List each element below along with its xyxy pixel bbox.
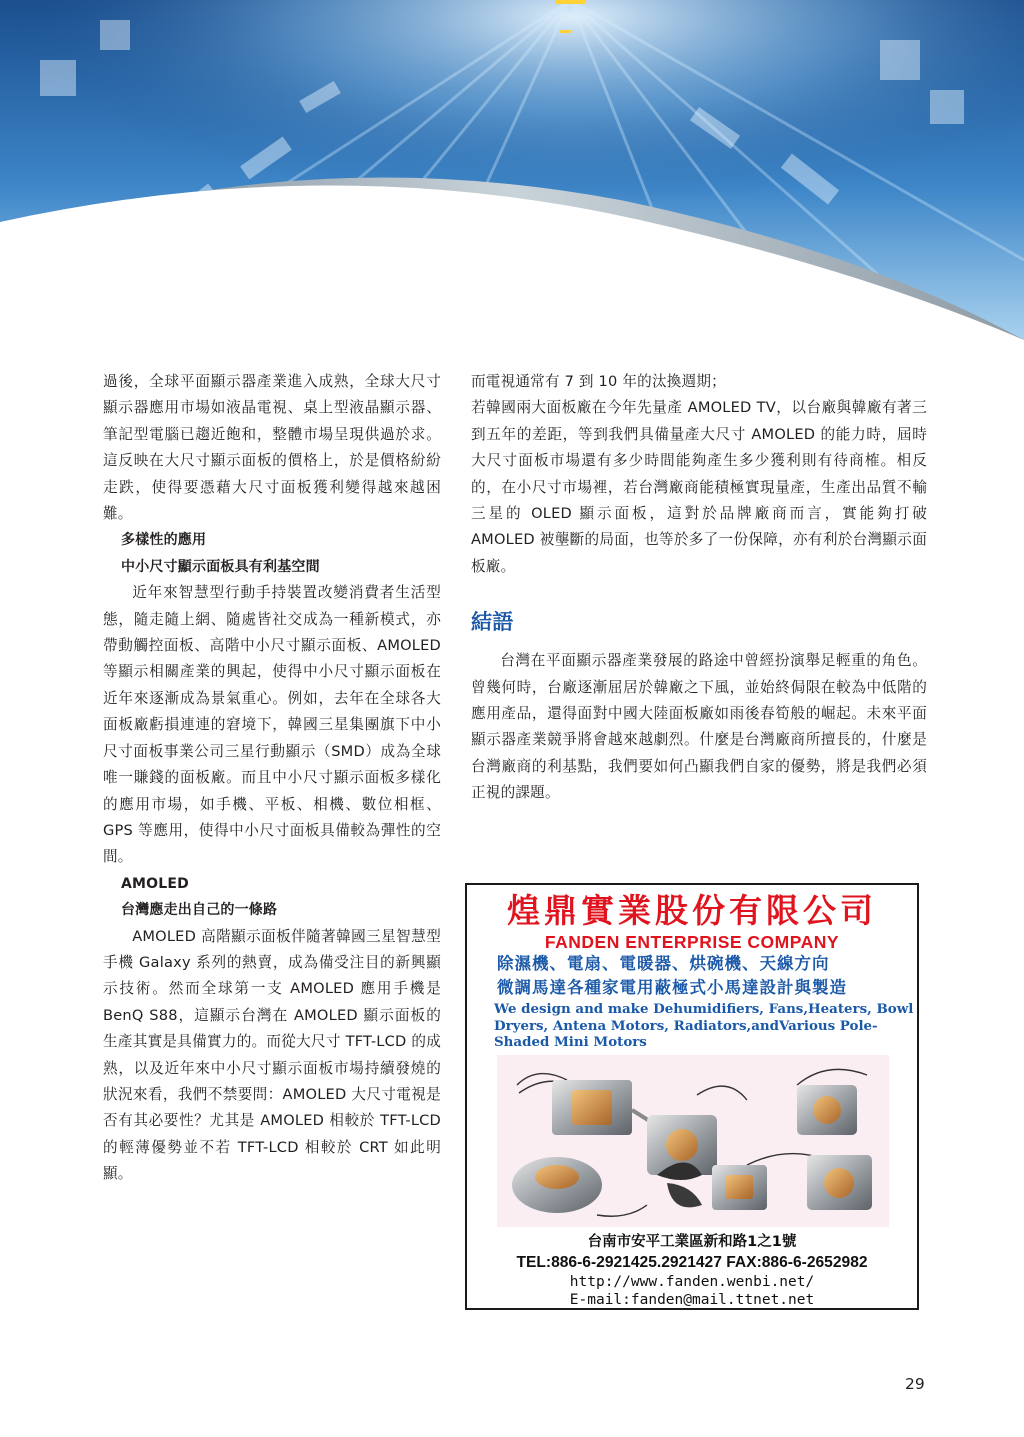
conclusion-heading: 結語 [471, 610, 514, 635]
subheading-taiwan-path: 台灣應走出自己的一條路 [121, 902, 278, 919]
right-paragraph-3: 台灣在平面顯示器產業發展的路途中曾經扮演舉足輕重的角色。曾幾何時，台廠逐漸屈居於韓廠之下風，並始終侷限在較為中低階的應用產品，還得面對中國大陸面板廠如雨後春筍般的崛起。未來平面顯示器產業競爭將會越來越劇烈。什麼是台灣廠商所擅長的，什麼是台灣廠商的利基點，我們要如何凸顯我們自家的優勢，將是我們必須正視的課題。 [471, 652, 927, 802]
header-banner [0, 0, 1024, 340]
page-number: 29 [905, 1375, 925, 1393]
left-column [103, 369, 441, 1188]
ad-products-zh-1: 除濕機、電扇、電暖器、烘碗機、天線方向 [497, 954, 830, 973]
motors-illustration [497, 1055, 889, 1227]
left-paragraph-2: 近年來智慧型行動手持裝置改變消費者生活型態，隨走隨上網、隨處皆社交成為一種新模式，亦帶動觸控面板、高階中小尺寸顯示面板、AMOLED 等顯示相關產業的興起，使得中小尺寸顯示面板在近年來逐漸成為景氣重心。例如，去年在全球各大面板廠虧損連連的窘境下，韓國三星集團旗下中小尺寸面板事業公司三星行動顯示（SMD）成為全球唯一賺錢的面板廠。而且中小尺寸顯示面板多樣化的應用市場，如手機、平板、相機、數位相框、GPS 等應用，使得中小尺寸面板具備較為彈性的空間。 [103, 584, 441, 866]
subheading-amoled: AMOLED [121, 875, 189, 892]
left-paragraph-1: 過後，全球平面顯示器產業進入成熟，全球大尺寸顯示器應用市場如液晶電視、桌上型液晶顯示器、筆記型電腦已趨近飽和，整體市場呈現供過於求。這反映在大尺寸顯示面板的價格上，於是價格紛紛走跌，使得要憑藉大尺寸面板獲利變得越來越困難。 [103, 373, 441, 523]
fanden-advertisement [465, 883, 919, 1310]
left-paragraph-3: AMOLED 高階顯示面板伴隨著韓國三星智慧型手機 Galaxy 系列的熱賣，成為備受注目的新興顯示技術。然而全球第一支 AMOLED 應用手機是 BenQ S88，這顯示台灣在 AMOLED 顯示面板的生產其實是具備實力的。而從大尺寸 TFT-LCD 的成熟，以及近年來中小尺寸顯示面板市場持續發燒的狀況來看，我們不禁要問：AMOLED 大尺寸電視是否有其必要性？尤其是 AMOLED 相較於 TFT-LCD 的輕薄優勢並不若 TFT-LCD 相較於 CRT 如此明顯。 [103, 927, 441, 1183]
motor-products-photo [497, 1055, 889, 1227]
ad-products-en: We design and make Dehumidifiers, Fans,Heaters, Bowl Dryers, Antena Motors, Radiators,andVarious Pole-Shaded Mini Motors [494, 1001, 914, 1050]
right-paragraph-2: 若韓國兩大面板廠在今年先量產 AMOLED TV，以台廠與韓廠有著三到五年的差距，等到我們具備量產大尺寸 AMOLED 的能力時，屆時大尺寸面板市場還有多少時間能夠產生多少獲利則有待商榷。相反的，在小尺寸市場裡，若台灣廠商能積極實現量產，生產出品質不輸三星的 OLED 顯示面板，這對於品牌廠商而言，實能夠打破 AMOLED 被壟斷的局面，也等於多了一份保障，亦有利於台灣顯示面板廠。 [471, 399, 927, 575]
subheading-diverse-applications: 多樣性的應用 [121, 532, 207, 549]
subheading-small-panel-niche: 中小尺寸顯示面板具有利基空間 [121, 558, 320, 575]
ad-email: E-mail:fanden@mail.ttnet.net [569, 1292, 815, 1308]
ad-address: 台南市安平工業區新和路1之1號 [587, 1234, 797, 1250]
ad-website: http://www.fanden.wenbi.net/ [569, 1274, 815, 1290]
ad-company-name: 煌鼎實業股份有限公司 [507, 891, 877, 930]
right-column [471, 369, 927, 807]
right-paragraph-1: 而電視通常有 7 到 10 年的汰換週期； [471, 373, 726, 390]
ad-english-name: FANDEN ENTERPRISE COMPANY [544, 932, 840, 952]
header-graphic [0, 0, 1024, 340]
ad-products-zh-2: 微調馬達各種家電用蔽極式小馬達設計與製造 [497, 978, 847, 997]
ad-tel-fax: TEL:886-6-2921425.2921427 FAX:886-6-2652982 [516, 1254, 868, 1271]
